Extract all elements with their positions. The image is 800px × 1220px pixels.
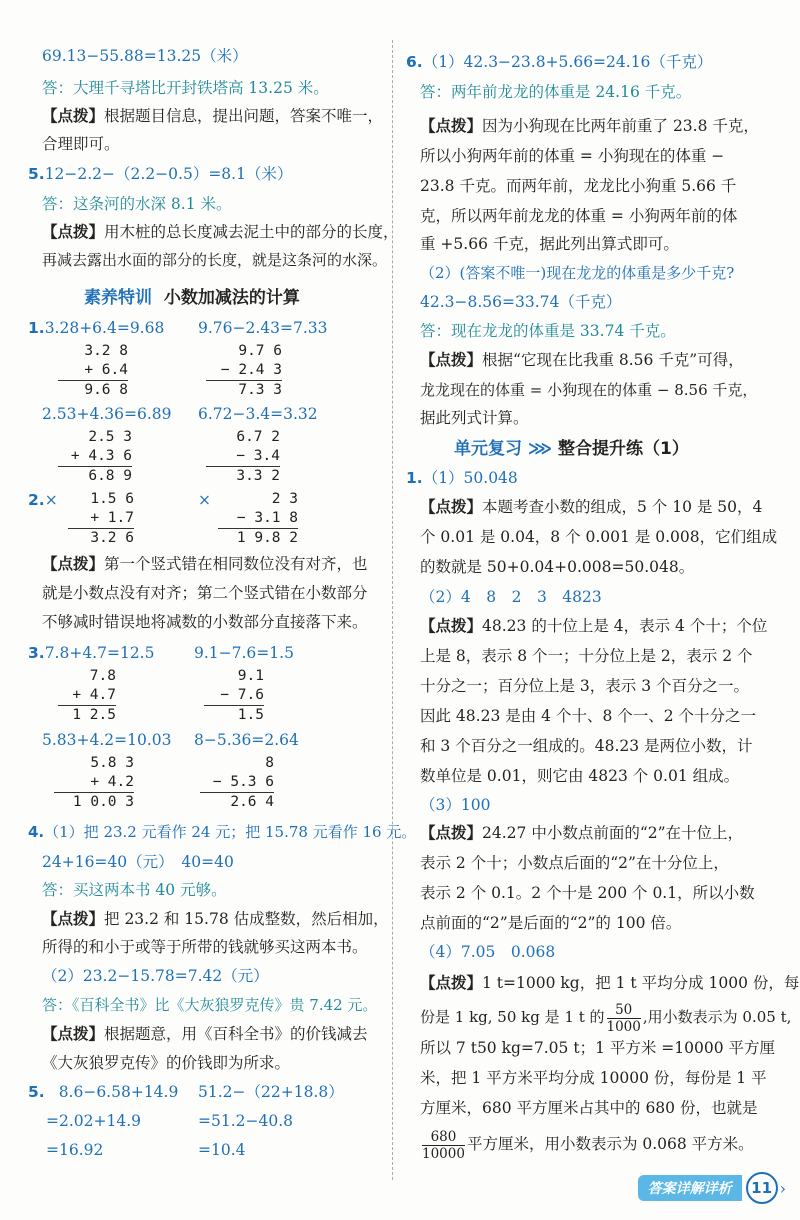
vertical-calc (218, 490, 298, 548)
section-title (84, 287, 300, 309)
hint-text: 48.23 的十位上是 4，表示 4 个十；个位 (482, 617, 768, 635)
hint-line (420, 116, 759, 136)
hint-line: 的数就是 50+0.04+0.008=50.048。 (420, 558, 695, 576)
calc-row: 6.7 2 (236, 429, 280, 445)
answer-line: （3）100 (420, 796, 491, 814)
section-title (454, 438, 689, 460)
question-2 (28, 490, 58, 510)
hint-line: 米，把 1 平方米平均分成 10000 份，每份是 1 平 (420, 1069, 767, 1087)
calc-result: 7.3 3 (206, 380, 282, 400)
calc-row: 2 3 (271, 491, 298, 507)
answer-line: （2）23.2−15.78=7.42（元） (42, 967, 269, 985)
hint-line: 个 0.01 是 0.04，8 个 0.001 是 0.008，它们组成 (420, 528, 778, 546)
calc-row: + 6.4 (84, 362, 128, 378)
hint-line (42, 222, 399, 242)
hint-tag: 【点拨】 (42, 1024, 105, 1043)
page-number: 11 (746, 1172, 778, 1204)
answer-line: 答：现在龙龙的体重是 33.74 千克。 (420, 322, 676, 340)
hint-line: 所以 7 t50 kg=7.05 t；1 平方米 =10000 平方厘 (420, 1039, 776, 1057)
equation: =51.2−40.8 (198, 1112, 293, 1130)
vertical-calc (206, 342, 282, 400)
vertical-calc (58, 667, 116, 725)
calc-row: + 1.7 (90, 510, 134, 526)
hint-line: 因此 48.23 是由 4 个十、8 个一、2 个十分之一 (420, 707, 757, 725)
hint-line: 再减去露出水面的部分的长度，就是这条河的水深。 (42, 251, 388, 269)
question-4 (28, 822, 416, 842)
calc-row: 9.1 (237, 668, 264, 684)
equation: 3.28+6.4=9.68 (44, 319, 165, 337)
calc-result: 2.6 4 (200, 792, 274, 812)
answer-line: 答：买这两本书 40 元够。 (42, 881, 227, 899)
hint-line: 和 3 个百分之一组成的。48.23 是两位小数，计 (420, 737, 753, 755)
hint-line: 上是 8，表示 8 个一；十分位上是 2，表示 2 个 (420, 647, 753, 665)
question-number: 3. (28, 644, 45, 662)
hint-line: 就是小数点没有对齐；第二个竖式错在小数部分 (42, 584, 368, 602)
hint-text: 根据题意，用《百科全书》的价钱减去 (104, 1025, 368, 1043)
answer-line: 24+16=40（元） 40=40 (42, 853, 234, 871)
answer-line: （2）(答案不唯一)现在龙龙的体重是多少千克? (420, 264, 735, 282)
question-number: 2. (28, 491, 45, 509)
hint-text: 因为小狗现在比两年前重了 23.8 千克， (482, 117, 759, 135)
calc-row: + 4.7 (72, 687, 116, 703)
hint-line (420, 1124, 754, 1164)
hint-line: 据此列式计算。 (420, 409, 529, 427)
hint-line: 所以小狗两年前的体重 = 小狗现在的体重 − (420, 147, 725, 165)
question-number: 4. (28, 823, 45, 841)
hint-text: 1 t=1000 kg，把 1 t 平均分成 1000 份，每 (482, 974, 800, 992)
fraction (422, 1129, 465, 1162)
equation: 8−5.36=2.64 (194, 731, 299, 749)
question-number: 5. (28, 1083, 45, 1101)
hint-line: 表示 2 个 0.1。2 个十是 200 个 0.1，所以小数 (420, 884, 755, 902)
hint-line: 23.8 千克。而两年前，龙龙比小狗重 5.66 千 (420, 177, 737, 195)
answer-line: 答：这条河的水深 8.1 米。 (42, 195, 232, 213)
hint-text: 24.27 中小数点前面的“2”在十位上， (482, 824, 744, 842)
hint-tag: 【点拨】 (420, 823, 483, 842)
hint-line (420, 497, 762, 517)
equation: 9.1−7.6=1.5 (194, 644, 294, 662)
calc-result: 1 2.5 (58, 705, 116, 725)
calc-row: − 3.1 8 (236, 510, 298, 526)
question-5 (28, 164, 292, 184)
equation: 8.6−6.58+14.9 (58, 1083, 179, 1101)
equation: =16.92 (46, 1141, 104, 1159)
equation: 6.72−3.4=3.32 (198, 405, 318, 423)
hint-text: ,用小数表示为 0.05 t, (642, 1008, 792, 1026)
equation: 2.53+4.36=6.89 (42, 405, 172, 423)
answer-line: 42.3−8.56=33.74（千克） (420, 293, 622, 311)
calc-result: 1 0.0 3 (54, 792, 134, 812)
hint-tag: 【点拨】 (420, 497, 483, 516)
section-subtitle: 整合提升练（1） (558, 439, 689, 459)
question-number: 1. (406, 469, 423, 487)
chevron-right-icon: › (779, 1178, 786, 1198)
vertical-calc (206, 428, 280, 486)
hint-line: 表示 2 个十；小数点后面的“2”在十分位上， (420, 854, 729, 872)
hint-text: 本题考查小数的组成，5 个 10 是 50，4 (482, 498, 763, 516)
answer-line: （2）4 8 2 3 4823 (420, 588, 602, 606)
hint-line (42, 554, 368, 574)
hint-line: 《大灰狼罗克传》的价钱即为所求。 (42, 1054, 291, 1072)
wrong-mark: × (44, 491, 58, 509)
calc-row: 1.5 6 (90, 491, 134, 507)
calc-result: 3.3 2 (206, 466, 280, 486)
hint-tag: 【点拨】 (42, 106, 105, 125)
hint-text: 根据题目信息，提出问题，答案不唯一， (104, 107, 384, 125)
question-5b (28, 1082, 178, 1102)
hint-tag: 【点拨】 (42, 554, 105, 573)
hint-line (420, 1000, 791, 1035)
calc-row: − 5.3 6 (212, 774, 274, 790)
calc-row: − 3.4 (236, 448, 280, 464)
answer-text: （1）50.048 (422, 469, 518, 487)
answer-line: （4）7.05 0.068 (420, 943, 556, 961)
vertical-calc (58, 342, 128, 400)
calc-row: 9.7 6 (238, 343, 282, 359)
chevron-icon: ⋙ (527, 439, 553, 459)
unit-question-1 (406, 468, 518, 488)
hint-line (42, 106, 383, 126)
calc-row: 2.5 3 (88, 429, 132, 445)
hint-text: 份是 1 kg, 50 kg 是 1 t 的 (420, 1008, 605, 1026)
equation: 51.2−（22+18.8） (198, 1083, 344, 1101)
question-number: 1. (28, 319, 45, 337)
question-number: 5. (28, 165, 45, 183)
hint-line: 十分之一；百分位上是 3，表示 3 个百分之一。 (420, 677, 750, 695)
question-1 (28, 318, 164, 338)
hint-tag: 【点拨】 (420, 973, 483, 992)
calc-result: 1 9.8 2 (218, 528, 298, 548)
calc-row: 8 (265, 755, 274, 771)
fraction-denominator: 1000 (606, 1018, 641, 1035)
hint-line: 合理即可。 (42, 135, 120, 153)
vertical-calc (68, 490, 134, 548)
question-number: 6. (406, 53, 423, 71)
hint-line (42, 1024, 368, 1044)
calc-row: − 2.4 3 (220, 362, 282, 378)
answer-line: 答：《百科全书》比《大灰狼罗克传》贵 7.42 元。 (42, 996, 378, 1014)
equation: 9.76−2.43=7.33 (198, 319, 328, 337)
hint-line (420, 350, 744, 370)
question-6 (406, 52, 712, 72)
hint-tag: 【点拨】 (420, 350, 483, 369)
hint-line: 重 +5.66 千克，据此列出算式即可。 (420, 235, 679, 253)
vertical-calc (200, 754, 274, 812)
calc-result: 6.8 9 (58, 466, 132, 486)
hint-text: 根据“它现在比我重 8.56 千克”可得， (482, 351, 744, 369)
calc-result: 3.2 6 (68, 528, 134, 548)
calc-row: 7.8 (89, 668, 116, 684)
hint-text: 把 23.2 和 15.78 估成整数，然后相加， (104, 910, 389, 928)
hint-line (420, 823, 743, 843)
wrong-mark: × (198, 491, 211, 509)
answer-text: （1）把 23.2 元看作 24 元；把 15.78 元看作 16 元。 (44, 823, 417, 841)
calc-row: 3.2 8 (84, 343, 128, 359)
section-label: 单元复习 (454, 439, 522, 459)
answer-text: （1）42.3−23.8+5.66=24.16（千克） (422, 53, 713, 71)
equation: 7.8+4.7=12.5 (44, 644, 155, 662)
calc-result: 9.6 8 (58, 380, 128, 400)
section-label: 素养特训 (84, 288, 152, 308)
page-footer (638, 1172, 786, 1204)
calc-row: 5.8 3 (90, 755, 134, 771)
hint-line: 龙龙现在的体重 = 小狗现在的体重 − 8.56 千克， (420, 381, 758, 399)
question-3 (28, 643, 154, 663)
hint-text: 第一个竖式错在相同数位没有对齐，也 (104, 555, 368, 573)
section-subtitle: 小数加减法的计算 (163, 288, 300, 308)
hint-line (420, 616, 767, 636)
fraction (607, 1002, 641, 1035)
hint-line: 不够减时错误地将减数的小数部分直接落下来。 (42, 613, 368, 631)
hint-tag: 【点拨】 (42, 222, 105, 241)
vertical-calc (58, 428, 132, 486)
footer-badge: 答案详解详析 (638, 1175, 742, 1201)
calc-row: − 7.6 (220, 687, 264, 703)
answer-line: 答：大理千寻塔比开封铁塔高 13.25 米。 (42, 79, 329, 97)
equation: =2.02+14.9 (46, 1112, 141, 1130)
equation: =10.4 (198, 1141, 246, 1159)
hint-tag: 【点拨】 (42, 909, 105, 928)
hint-line (42, 909, 389, 929)
answer-line: 答：两年前龙龙的体重是 24.16 千克。 (420, 83, 692, 101)
answer-text: 12−2.2−（2.2−0.5）=8.1（米） (44, 165, 293, 183)
vertical-calc (54, 754, 134, 812)
hint-text: 用木桩的总长度减去泥土中的部分的长度， (104, 223, 399, 241)
fraction-denominator: 10000 (422, 1145, 465, 1162)
fraction-numerator: 50 (607, 1002, 641, 1019)
hint-line: 数单位是 0.01，则它由 4823 个 0.01 组成。 (420, 767, 740, 785)
hint-tag: 【点拨】 (420, 116, 483, 135)
answer-line: 69.13−55.88=13.25（米） (42, 47, 248, 65)
calc-result: 1.5 (204, 705, 264, 725)
equation: 5.83+4.2=10.03 (42, 731, 172, 749)
hint-line: 克，所以两年前龙龙的体重 = 小狗两年前的体 (420, 207, 738, 225)
calc-row: + 4.2 (90, 774, 134, 790)
hint-line: 点前面的“2”是后面的“2”的 100 倍。 (420, 914, 682, 932)
vertical-calc (204, 667, 264, 725)
hint-tag: 【点拨】 (420, 616, 483, 635)
hint-line: 方厘米，680 平方厘米占其中的 680 份，也就是 (420, 1099, 758, 1117)
hint-line (420, 973, 799, 993)
calc-row: + 4.3 6 (70, 448, 132, 464)
hint-text: 平方厘米，用小数表示为 0.068 平方米。 (466, 1135, 754, 1153)
fraction-numerator: 680 (422, 1129, 465, 1146)
hint-line: 所得的和小于或等于所带的钱就够买这两本书。 (42, 938, 368, 956)
column-divider (392, 40, 393, 1180)
